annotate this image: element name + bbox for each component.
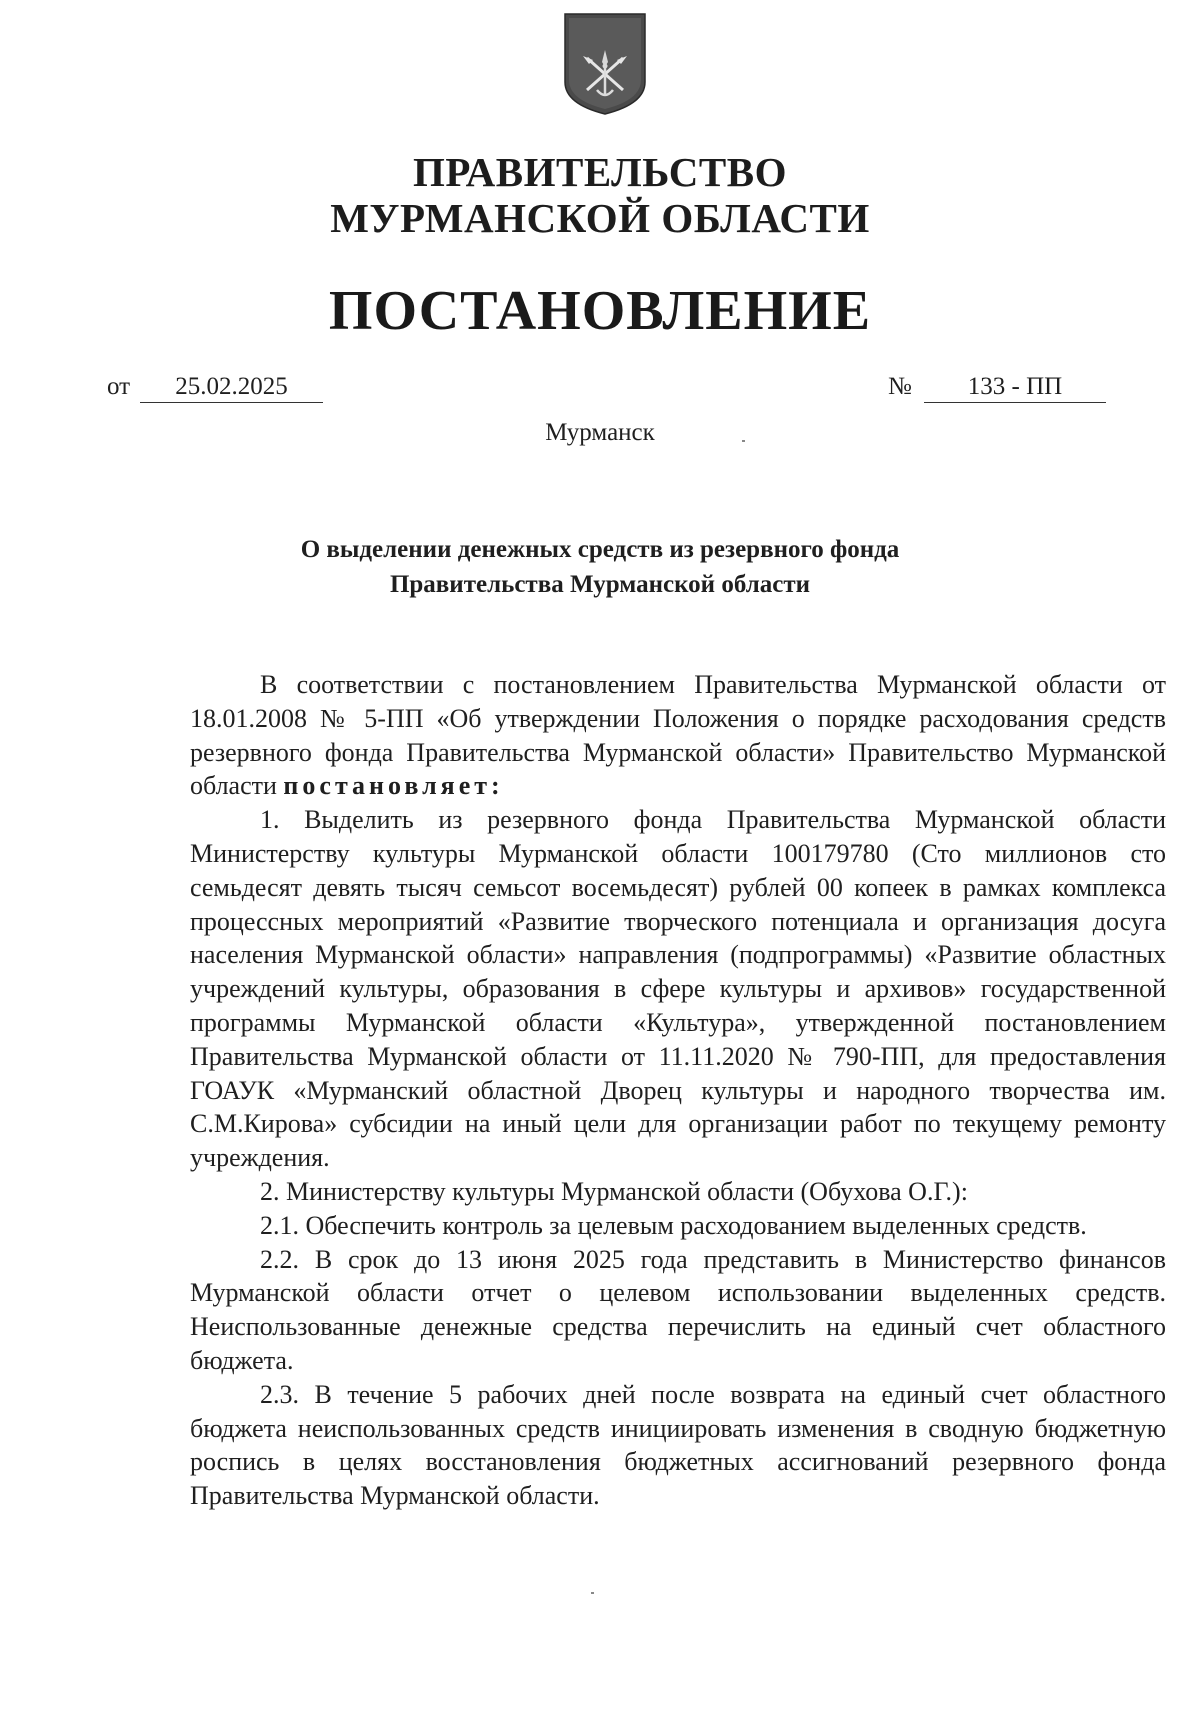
intro-paragraph — [190, 668, 1166, 803]
intro-text: В соответствии с постановлением Правительства Мурманской области от 18.01.2008 № 5-ПП «Об утверждении Положения о порядке расходования средств резервного фонда Правительства Мурманской области» Правительство Мурманской области — [190, 670, 1166, 801]
document-type-title: ПОСТАНОВЛЕНИЕ — [328, 280, 872, 342]
government-title-line1: ПРАВИТЕЛЬСТВО — [412, 149, 788, 195]
coat-of-arms-icon — [563, 12, 647, 116]
number-label: № — [888, 373, 912, 400]
document-number: 133 - ПП — [924, 372, 1106, 403]
document-body — [190, 668, 1166, 1513]
item-2-1: 2.1. Обеспечить контроль за целевым расходованием выделенных средств. — [260, 1210, 1087, 1240]
date-label: от — [107, 373, 131, 400]
item-2-2: 2.2. В срок до 13 июня 2025 года представить в Министерство финансов Мурманской области отчет о целевом использовании выделенных средств. Неиспользованные денежные средства перечислить на единый счет областного бюджета. — [190, 1244, 1166, 1375]
document-date: 25.02.2025 — [140, 372, 323, 403]
resolves-word: постановляет: — [283, 771, 504, 801]
subject-line2: Правительства Мурманской области — [389, 571, 811, 598]
subject-line1: О выделении денежных средств из резервного фонда — [300, 536, 900, 563]
item-2-3: 2.3. В течение 5 рабочих дней после возврата на единый счет областного бюджета неиспользованных средств инициировать изменения в сводную бюджетную роспись в целях восстановления бюджетных ассигнований резервного фонда Правительства Мурманской области. — [190, 1379, 1166, 1511]
item-2: 2. Министерству культуры Мурманской области (Обухова О.Г.): — [260, 1176, 968, 1206]
government-title-line2: МУРМАНСКОЙ ОБЛАСТИ — [330, 195, 870, 241]
scan-speck — [591, 1592, 594, 1594]
scan-speck — [742, 440, 745, 442]
document-city: Мурманск — [545, 419, 655, 446]
item-1: 1. Выделить из резервного фонда Правительства Мурманской области Министерству культуры Мурманской области 100179780 (Сто миллионов сто семьдесят девять тысяч семьсот восемьдесят) рублей 00 копеек в рамках комплекса процессных мероприятий «Развитие творческого потенциала и организация досуга населения Мурманской области» направления (подпрограммы) «Развитие областных учреждений культуры, образования в сфере культуры и архивов» государственной программы Мурманской области «Культура», утвержденной постановлением Правительства Мурманской области от 11.11.2020 № 790-ПП, для предоставления ГОАУК «Мурманский областной Дворец культуры и народного творчества им. С.М.Кирова» субсидии на иный цели для организации работ по текущему ремонту учреждения. — [190, 805, 1166, 1173]
